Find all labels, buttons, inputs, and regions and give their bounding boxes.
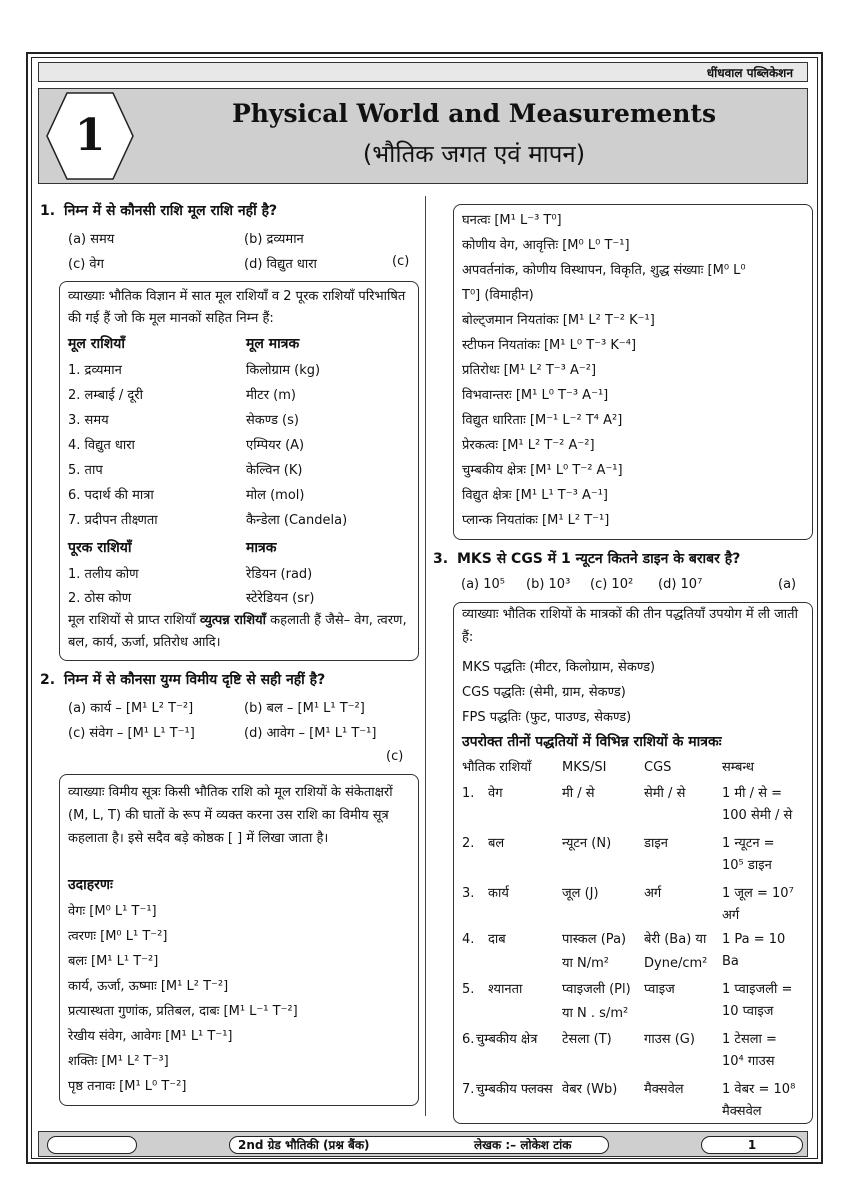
q2-example-1: वेगः [M⁰ L¹ T⁻¹]: [68, 904, 157, 919]
q1-quantity-4: 4. विद्युत धारा: [68, 438, 135, 453]
q3-option-a: (a) 10⁵: [461, 577, 505, 592]
q1-unit-3: सेकण्ड (s): [246, 413, 299, 428]
q3-row-2-quantity: बल: [488, 836, 505, 851]
q2-option-a: (a) कार्य – [M¹ L² T⁻²]: [68, 701, 194, 716]
q3-explanation-box: [453, 602, 813, 1124]
q1-option-d: (d) विद्युत धारा: [244, 257, 317, 272]
q2-example-4: कार्य, ऊर्जा, ऊष्माः [M¹ L² T⁻²]: [68, 979, 229, 994]
chapter-title-hi: (भौतिक जगत एवं मापन): [362, 140, 586, 168]
q2-continued-10: प्रेरकत्वः [M¹ L² T⁻² A⁻²]: [462, 438, 595, 453]
q3-row-4-relation-2: Ba: [722, 954, 739, 969]
q3-row-6-num: 6.: [462, 1032, 475, 1047]
q3-row-4-cgs: बेरी (Ba) या: [644, 932, 707, 947]
q1-col-head-1: मूल राशियाँ: [68, 336, 125, 352]
q3-row-3-relation: 1 जूल = 10⁷: [722, 886, 794, 901]
q1-quantity-7: 7. प्रदीपन तीक्ष्णता: [68, 513, 158, 528]
q2-example-2: त्वरणः [M⁰ L¹ T⁻²]: [68, 929, 168, 944]
q3-row-4-mks-2: या N/m²: [562, 956, 610, 971]
footer-blank-pill: [47, 1136, 137, 1154]
q1-supp-unit-2: स्टेरेडियन (sr): [246, 591, 315, 606]
q3-row-6-relation: 1 टेसला =: [722, 1032, 777, 1047]
q2-answer: (c): [386, 749, 404, 764]
q3-row-6-cgs: गाउस (G): [644, 1032, 695, 1047]
q3-system-cgs: CGS पद्धतिः (सेमी, ग्राम, सेकण्ड): [462, 685, 626, 700]
q1-explanation-intro: व्याख्याः भौतिक विज्ञान में सात मूल राशियाँ व 2 पूरक राशियाँ परिभाषित की गई हैं जो कि मूल मानकों सहित निम्न हैं:: [68, 289, 406, 326]
q3-row-2-mks: न्यूटन (N): [562, 836, 612, 851]
q2-continued-1: घनत्वः [M¹ L⁻³ T⁰]: [462, 213, 562, 228]
chapter-number: 1: [74, 110, 106, 161]
q1-explanation-end: [68, 610, 414, 654]
q3-explanation: व्याख्याः भौतिक राशियों के मात्रकों की तीन पद्धतियाँ उपयोग में ली जाती हैं:: [462, 607, 798, 645]
q3-row-3-relation-2: अर्ग: [722, 908, 740, 923]
q2-examples-head: उदाहरणः: [68, 877, 113, 893]
q2-option-b: (b) बल – [M¹ L¹ T⁻²]: [244, 701, 365, 716]
q2-continued-3: अपवर्तनांक, कोणीय विस्थापन, विकृति, शुद्ध संख्याः [M⁰ L⁰: [462, 263, 746, 278]
q3-number: 3.: [433, 551, 449, 567]
q3-row-6-mks: टेसला (T): [562, 1032, 612, 1047]
q3-row-5-relation-2: 10 प्वाइज: [722, 1004, 774, 1019]
q3-row-5-mks-2: या N . s/m²: [562, 1006, 629, 1021]
q3-row-1-num: 1.: [462, 786, 475, 801]
q2-explanation-box: [59, 774, 419, 1106]
q3-row-4-relation: 1 Pa = 10: [722, 932, 786, 947]
q3-row-2-relation-2: 10⁵ डाइन: [722, 858, 772, 873]
q1-unit-6: मोल (mol): [246, 488, 305, 503]
q3-row-7-quantity: चुम्बकीय फ्लक्स: [476, 1082, 553, 1097]
q2-example-5: प्रत्यास्थता गुणांक, प्रतिबल, दाबः [M¹ L⁻¹ T⁻²]: [68, 1004, 298, 1019]
q3-row-7-cgs: मैक्सवेल: [644, 1082, 684, 1097]
q3-row-1-relation-2: 100 सेमी / से: [722, 808, 793, 823]
q1-col-head-2: मूल मात्रक: [246, 336, 300, 352]
q1-explanation-box: [59, 281, 419, 661]
q1-option-a: (a) समय: [68, 232, 115, 247]
q1-end-text-a: मूल राशियों से प्राप्त राशियाँ: [68, 613, 200, 628]
q3-col-quantity: भौतिक राशियाँ: [462, 760, 532, 775]
q3-row-1-quantity: वेग: [488, 786, 503, 801]
q2-continued-4: T⁰] (विमाहीन): [462, 288, 534, 303]
q1-quantity-6: 6. पदार्थ की मात्रा: [68, 488, 154, 503]
q3-row-4-quantity: दाब: [488, 932, 506, 947]
q3-row-4-num: 4.: [462, 932, 475, 947]
q2-continued-5: बोल्ट्जमान नियतांकः [M¹ L² T⁻² K⁻¹]: [462, 313, 655, 328]
q3-row-2-cgs: डाइन: [644, 836, 668, 851]
q3-row-4-cgs-2: Dyne/cm²: [644, 956, 708, 971]
q3-row-7-num: 7.: [462, 1082, 475, 1097]
q3-row-3-cgs: अर्ग: [644, 886, 662, 901]
q3-row-5-cgs: प्वाइज: [644, 982, 675, 997]
q3-row-5-num: 5.: [462, 982, 475, 997]
q2-option-c: (c) संवेग – [M¹ L¹ T⁻¹]: [68, 726, 195, 741]
q3-text: MKS से CGS में 1 न्यूटन कितने डाइन के बराबर है?: [456, 551, 741, 567]
q1-supp-unit-1: रेडियन (rad): [246, 567, 313, 582]
q2-explanation: व्याख्याः विमीय सूत्रः किसी भौतिक राशि को मूल राशियों के संकेताक्षरों (M, L, T) की घातों के रूप में व्यक्त करना उस राशि का विमीय सूत्र कहलाता है। इसे सदैव बड़े कोष्ठक [ ] में लिखा जाता है।: [68, 785, 393, 846]
q2-continued-11: चुम्बकीय क्षेत्रः [M¹ L⁰ T⁻² A⁻¹]: [462, 463, 623, 478]
q2-option-d: (d) आवेग – [M¹ L¹ T⁻¹]: [244, 726, 377, 741]
q3-row-4-mks: पास्कल (Pa): [562, 932, 627, 947]
publisher-bar: [38, 62, 808, 82]
q2-example-7: शक्तिः [M¹ L² T⁻³]: [68, 1054, 169, 1069]
q3-row-1-cgs: सेमी / से: [644, 786, 686, 801]
q2-text: निम्न में से कौनसा युग्म विमीय दृष्टि से सही नहीं है?: [63, 672, 326, 688]
q3-row-2-num: 2.: [462, 836, 475, 851]
q2-continued-6: स्टीफन नियतांकः [M¹ L⁰ T⁻³ K⁻⁴]: [462, 338, 637, 353]
footer-author: लेखक :– लोकेश टांक: [474, 1138, 572, 1152]
q1-unit-5: केल्विन (K): [246, 463, 303, 478]
question-2: [40, 669, 325, 692]
q1-unit-1: किलोग्राम (kg): [246, 363, 321, 378]
q3-row-2-relation: 1 न्यूटन =: [722, 836, 775, 851]
question-3: [433, 548, 740, 571]
q3-system-fps: FPS पद्धतिः (फुट, पाउण्ड, सेकण्ड): [462, 710, 632, 725]
q1-unit-2: मीटर (m): [246, 388, 296, 403]
q1-quantity-3: 3. समय: [68, 413, 109, 428]
column-divider: [425, 196, 426, 1116]
q1-col-head-3: पूरक राशियाँ: [68, 540, 132, 556]
q3-row-5-quantity: श्यानता: [488, 982, 523, 997]
q3-option-b: (b) 10³: [526, 577, 571, 592]
page-footer: [38, 1131, 808, 1157]
q3-col-relation: सम्बन्ध: [722, 760, 755, 775]
q1-supp-quantity-1: 1. तलीय कोण: [68, 567, 139, 582]
question-1: [40, 200, 277, 223]
q2-explanation-continued-box: [453, 204, 813, 540]
q3-row-7-relation: 1 वेबर = 10⁸: [722, 1082, 796, 1097]
q3-row-3-num: 3.: [462, 886, 475, 901]
q2-number: 2.: [40, 672, 56, 688]
q2-example-3: बलः [M¹ L¹ T⁻²]: [68, 954, 159, 969]
q3-row-6-relation-2: 10⁴ गाउस: [722, 1054, 775, 1069]
q3-row-1-relation: 1 मी / से =: [722, 786, 783, 801]
footer-book-title: 2nd ग्रेड भौतिकी (प्रश्न बैंक): [238, 1138, 370, 1152]
publisher-name: धींधवाल पब्लिकेशन: [706, 66, 793, 80]
q1-option-c: (c) वेग: [68, 257, 104, 272]
q2-example-8: पृष्ठ तनावः [M¹ L⁰ T⁻²]: [68, 1079, 187, 1094]
q1-text: निम्न में से कौनसी राशि मूल राशि नहीं है?: [63, 203, 278, 219]
q2-continued-12: विद्युत क्षेत्रः [M¹ L¹ T⁻³ A⁻¹]: [462, 488, 608, 503]
q1-quantity-5: 5. ताप: [68, 463, 103, 478]
q3-row-5-mks: प्वाइजली (Pl): [562, 982, 631, 997]
chapter-banner: [38, 88, 808, 184]
q2-continued-8: विभवान्तरः [M¹ L⁰ T⁻³ A⁻¹]: [462, 388, 609, 403]
q3-row-7-mks: वेबर (Wb): [562, 1082, 618, 1097]
chapter-hexagon: [45, 91, 135, 181]
q1-unit-4: एम्पियर (A): [246, 438, 305, 453]
q1-option-b: (b) द्रव्यमान: [244, 232, 304, 247]
q1-supp-quantity-2: 2. ठोस कोण: [68, 591, 132, 606]
q3-col-mks: MKS/SI: [562, 760, 607, 775]
q2-continued-9: विद्युत धारिताः [M⁻¹ L⁻² T⁴ A²]: [462, 413, 623, 428]
q3-system-mks: MKS पद्धतिः (मीटर, किलोग्राम, सेकण्ड): [462, 660, 656, 675]
q1-col-head-4: मात्रक: [246, 540, 277, 556]
q2-continued-2: कोणीय वेग, आवृत्तिः [M⁰ L⁰ T⁻¹]: [462, 238, 630, 253]
q1-answer: (c): [392, 254, 410, 269]
q1-end-text-bold: व्युत्पन्न राशियाँ: [199, 613, 267, 628]
q3-answer: (a): [778, 577, 797, 592]
q1-unit-7: कैन्डेला (Candela): [246, 513, 348, 528]
q3-option-d: (d) 10⁷: [658, 577, 703, 592]
q3-col-cgs: CGS: [644, 760, 672, 775]
q1-end-text-c: कहलाती हैं जैसे– वेग, त्वरण, बल, कार्य, ऊर्जा, प्रतिरोध आदि।: [68, 613, 407, 650]
q3-row-3-mks: जूल (J): [562, 886, 599, 901]
q2-example-6: रेखीय संवेग, आवेगः [M¹ L¹ T⁻¹]: [68, 1029, 233, 1044]
q1-number: 1.: [40, 203, 56, 219]
q2-continued-7: प्रतिरोधः [M¹ L² T⁻³ A⁻²]: [462, 363, 597, 378]
q1-quantity-2: 2. लम्बाई / दूरी: [68, 388, 143, 403]
q3-row-6-quantity: चुम्बकीय क्षेत्र: [476, 1032, 538, 1047]
page-number: 1: [701, 1136, 803, 1154]
q1-quantity-1: 1. द्रव्यमान: [68, 363, 122, 378]
q3-row-5-relation: 1 प्वाइजली =: [722, 982, 793, 997]
q2-continued-13: प्लान्क नियतांकः [M¹ L² T⁻¹]: [462, 513, 610, 528]
q3-option-c: (c) 10²: [590, 577, 634, 592]
q3-row-3-quantity: कार्य: [488, 886, 509, 901]
footer-book-pill: [229, 1136, 609, 1154]
q3-row-1-mks: मी / से: [562, 786, 595, 801]
q3-row-7-relation-2: मैक्सवेल: [722, 1104, 762, 1119]
chapter-title-en: Physical World and Measurements: [231, 99, 717, 128]
q3-table-heading: उपरोक्त तीनों पद्धतियों में विभिन्न राशियों के मात्रकः: [462, 734, 722, 750]
